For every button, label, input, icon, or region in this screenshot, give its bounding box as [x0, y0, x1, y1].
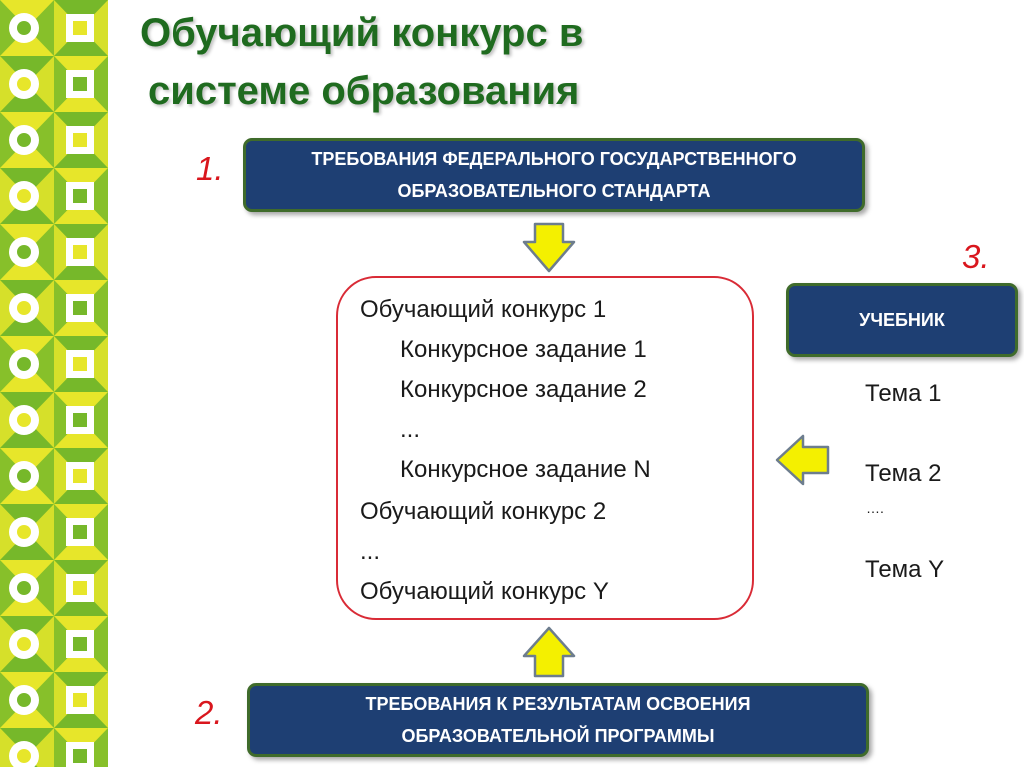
list-item: Обучающий конкурс 1: [360, 296, 607, 323]
program-results-requirements-box: [247, 683, 869, 757]
list-item: Конкурсное задание 2: [400, 376, 647, 403]
textbook-text: УЧЕБНИК: [859, 310, 945, 330]
arrow-down-icon: [523, 222, 575, 274]
number-2: 2.: [195, 694, 223, 731]
topic-item: Тема 1: [865, 380, 942, 407]
list-item: Обучающий конкурс Y: [360, 578, 609, 605]
arrow-up-icon: [523, 626, 575, 678]
training-contests-box: [336, 276, 754, 620]
topic-item: Тема Y: [865, 556, 945, 583]
topic-item: Тема 2: [865, 460, 942, 487]
topic-item: ….: [866, 500, 884, 516]
list-item: Конкурсное задание N: [400, 456, 651, 483]
list-item: Конкурсное задание 1: [400, 336, 647, 363]
list-item: Обучающий конкурс 2: [360, 498, 607, 525]
page-title: [140, 4, 700, 120]
fgos-requirements-text: ТРЕБОВАНИЯ ФЕДЕРАЛЬНОГО ГОСУДАРСТВЕННОГО ОБРАЗОВАТЕЛЬНОГО СТАНДАРТА: [311, 149, 797, 201]
textbook-box: [786, 283, 1018, 357]
number-1: 1.: [196, 150, 224, 187]
number-3: 3.: [962, 238, 990, 275]
decorative-pattern-strip: [0, 0, 108, 767]
title-line-2: системе образования: [148, 69, 580, 113]
title-line-1: Обучающий конкурс в: [140, 11, 584, 55]
fgos-requirements-box: [243, 138, 865, 212]
program-results-requirements-text: ТРЕБОВАНИЯ К РЕЗУЛЬТАТАМ ОСВОЕНИЯ ОБРАЗОВАТЕЛЬНОЙ ПРОГРАММЫ: [365, 694, 751, 746]
arrow-left-icon: [775, 434, 831, 486]
list-item: ...: [400, 416, 421, 443]
list-item: ...: [360, 538, 381, 565]
